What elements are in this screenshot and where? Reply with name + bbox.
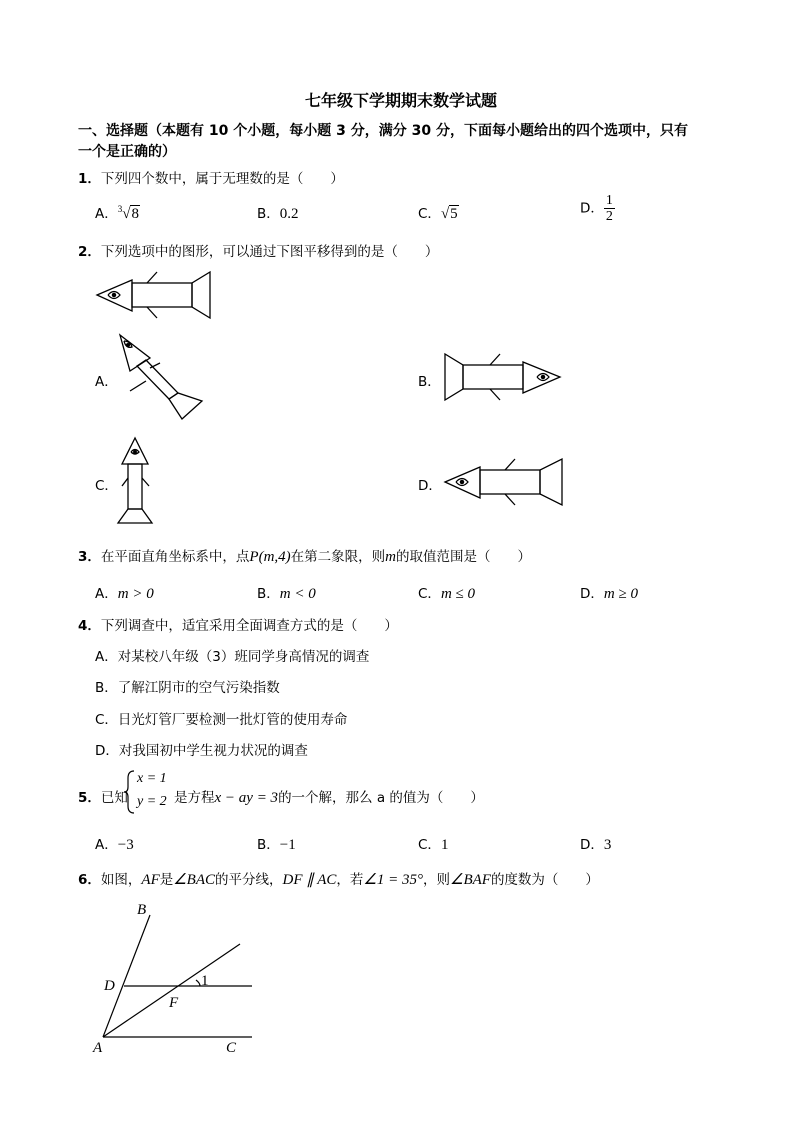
option-letter: A． — [95, 206, 118, 222]
cube-root-8: $^3$√8 — [117, 204, 139, 222]
q5-stem — [78, 786, 128, 806]
page-title: 七年级下学期期末数学试题 — [305, 91, 498, 110]
q1-option-c — [418, 202, 459, 223]
q5-system-line1: x = 1 — [137, 771, 167, 786]
q5-brace — [124, 770, 136, 814]
q1-stem — [78, 167, 344, 187]
section-heading-line1: 一、选择题（本题有 10 个小题，每小题 3 分，满分 30 分，下面每小题给出的四个选项中，只有 — [78, 123, 688, 139]
q2-option-c-label: C． — [95, 478, 118, 494]
q2-option-a-label: A． — [95, 374, 118, 390]
q6-label-b: B — [137, 902, 147, 918]
q5-option-d: D．3 — [580, 837, 612, 853]
q2-stem — [78, 240, 438, 260]
q1-number: 1． — [78, 171, 101, 187]
line-af — [103, 944, 240, 1037]
q4-text: 下列调查中，适宜采用全面调查方式的是（ ） — [100, 618, 398, 634]
q2-option-d-label: D． — [418, 478, 442, 494]
fraction-one-half: $\frac{1}{2}$ — [605, 193, 613, 224]
q3-text-b: 在第二象限，则 — [290, 549, 386, 565]
q1-text: 下列四个数中，属于无理数的是（ ） — [100, 171, 344, 187]
q3-number: 3． — [78, 549, 101, 565]
q5-stem-rest — [174, 786, 484, 807]
q4-option-c: C．日光灯管厂要检测一批灯管的使用寿命 — [95, 712, 348, 728]
q3-stem — [78, 545, 531, 566]
option-letter: D． — [580, 200, 604, 217]
q6-label-c: C — [226, 1040, 237, 1056]
q2-reference-figure — [92, 268, 217, 323]
q4-option-b: B．了解江阴市的空气污染指数 — [95, 680, 280, 696]
q1-option-b — [257, 202, 299, 223]
q3-var: m — [385, 549, 396, 565]
option-value: 0.2 — [279, 206, 299, 222]
line-ab — [103, 915, 150, 1037]
q5-text-b: 是方程 — [174, 790, 215, 806]
option-letter: C． — [418, 206, 441, 222]
q5-option-c: C．1 — [418, 837, 449, 853]
q5-number: 5． — [78, 790, 101, 806]
sqrt-5: √5 — [440, 206, 458, 222]
q2-option-d-figure — [440, 455, 565, 510]
q5-option-a: A．−3 — [95, 837, 134, 853]
q3-option-a: A．m > 0 — [95, 586, 154, 602]
q6-label-f: F — [169, 995, 179, 1011]
q4-option-a: A．对某校八年级（3）班同学身高情况的调查 — [95, 649, 370, 665]
q4-option-d: D．对我国初中学生视力状况的调查 — [95, 743, 308, 759]
q1-option-d — [580, 193, 615, 224]
q3-option-b: B．m < 0 — [257, 586, 316, 602]
q6-stem: 6．如图，AF是∠BAC的平分线，DF ∥ AC，若∠1 = 35°，则∠BAF的度数为（ ） — [78, 872, 599, 888]
q3-option-d: D．m ≥ 0 — [580, 586, 638, 602]
q3-text-a: 在平面直角坐标系中，点 — [100, 549, 250, 565]
q3-option-c: C．m ≤ 0 — [418, 586, 476, 602]
q4-number: 4． — [78, 618, 101, 634]
q5-system-line2: y = 2 — [137, 794, 167, 809]
option-letter: B． — [257, 206, 280, 222]
q4-stem — [78, 614, 398, 634]
q3-point: P(m,4) — [249, 549, 291, 565]
q5-text-c: 的一个解，那么 a 的值为（ ） — [278, 790, 484, 806]
q2-number: 2． — [78, 244, 101, 260]
q2-text: 下列选项中的图形，可以通过下图平移得到的是（ ） — [100, 244, 439, 260]
q1-option-a — [95, 202, 140, 223]
section-heading-line2: 一个是正确的） — [78, 144, 176, 160]
q2-option-b-figure — [440, 350, 565, 405]
q6-label-d: D — [104, 978, 115, 994]
angle-1-arc — [196, 980, 200, 986]
q2-option-c-figure — [118, 436, 158, 528]
q5-option-b: B．−1 — [257, 837, 296, 853]
q2-option-b-label: B． — [418, 374, 441, 390]
q6-label-a: A — [93, 1040, 103, 1056]
q6-number: 6． — [78, 872, 101, 888]
q5-text-a: 已知 — [100, 790, 128, 806]
q5-equation: x − ay = 3 — [214, 790, 279, 806]
q2-option-a-figure — [110, 333, 210, 423]
q3-text-c: 的取值范围是（ ） — [396, 549, 531, 565]
q6-label-one: 1 — [201, 973, 209, 989]
